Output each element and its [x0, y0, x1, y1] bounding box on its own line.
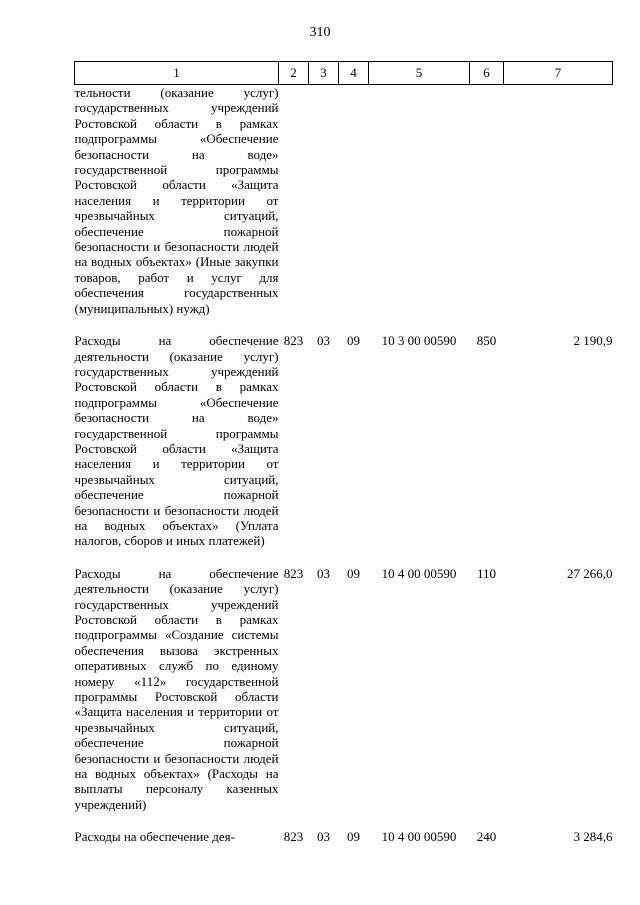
header-col-2: 2 [279, 62, 309, 85]
header-row [75, 62, 613, 85]
row-section: 03 [317, 565, 330, 581]
row-target: 10 3 00 00590 [381, 333, 457, 349]
row-subsection: 09 [347, 565, 360, 581]
row-code [279, 85, 309, 317]
row-amount: 3 284,6 [573, 829, 613, 845]
table-row [75, 85, 613, 317]
budget-table [74, 61, 613, 845]
header-col-4: 4 [339, 62, 369, 85]
row-code: 823 [283, 333, 304, 349]
header-col-1: 1 [75, 62, 279, 85]
row-type: 240 [476, 829, 497, 845]
table-row [75, 566, 613, 813]
header-col-3: 3 [309, 62, 339, 85]
row-section: 03 [317, 829, 330, 845]
row-amount: 2 190,9 [573, 333, 613, 349]
row-description: Расходы на обеспечение дея- [74, 829, 235, 845]
row-type: 850 [476, 333, 497, 349]
row-target: 10 4 00 00590 [381, 829, 457, 845]
row-section [309, 85, 339, 317]
page-number: 310 [309, 25, 331, 40]
row-target [369, 85, 470, 317]
header-col-7: 7 [504, 62, 613, 85]
table-row [75, 333, 613, 549]
header-col-5: 5 [369, 62, 470, 85]
row-description: Расходы на обеспечение деятельности (оказание услуг) государственных учреждений Ростовской области в рамках подпрограммы «Обеспечение безопасности на воде» государственной программы Ростовской области «Защита населения и территории от чрезвычайных ситуаций, обеспечение пожарной безопасности и безопасности людей на водных объектах» (Уплата налогов, сборов и иных платежей) [74, 333, 279, 549]
row-description: тельности (оказание услуг) государственных учреждений Ростовской области в рамках подпрограммы «Обеспечение безопасности на воде» государственной программы Ростовской области «Защита населения и территории от чрезвычайных ситуаций, обеспечение пожарной безопасности и безопасности людей на водных объектах» (Иные закупки товаров, работ и услуг для обеспечения государственных (муниципальных) нужд) [74, 85, 279, 316]
row-code: 823 [283, 565, 304, 581]
row-subsection [339, 85, 369, 317]
row-subsection: 09 [347, 333, 360, 349]
row-target: 10 4 00 00590 [381, 565, 457, 581]
row-code: 823 [283, 829, 304, 845]
table-row [75, 829, 613, 844]
row-type: 110 [476, 565, 497, 581]
row-subsection: 09 [347, 829, 360, 845]
row-description: Расходы на обеспечение деятельности (оказание услуг) государственных учреждений Ростовской области в рамках подпрограммы «Создание системы обеспечения вызова экстренных оперативных служб по единому номеру «112» государственной программы Ростовской области «Защита населения и территории от чрезвычайных ситуаций, обеспечение пожарной безопасности и безопасности людей на водных объектах» (Расходы на выплаты персоналу казенных учреждений) [74, 565, 279, 812]
row-section: 03 [317, 333, 330, 349]
row-amount [504, 85, 613, 317]
row-type [470, 85, 504, 317]
header-col-6: 6 [470, 62, 504, 85]
row-amount: 27 266,0 [567, 565, 613, 581]
